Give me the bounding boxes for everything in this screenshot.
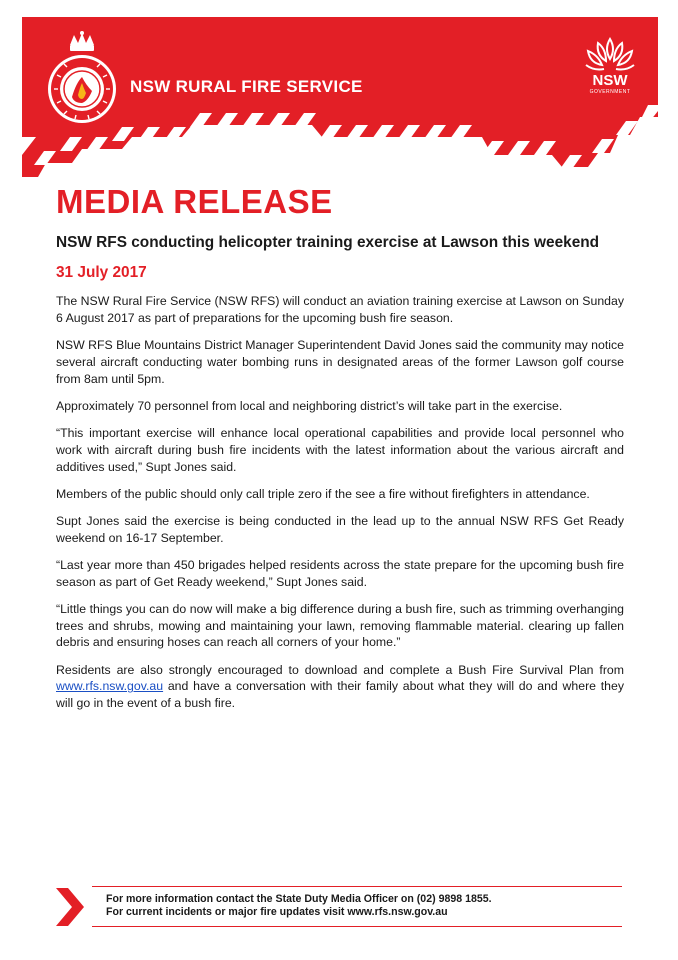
paragraph-text: Residents are also strongly encouraged to download and complete a Bush Fire Survival Plan from	[56, 662, 624, 677]
paragraph-text: and have a conversation with their family about what they will do and where they will go in the event of a bush fire.	[56, 679, 624, 711]
footer-media-contact: For more information contact the State Duty Media Officer on (02) 9898 1855.	[106, 893, 492, 905]
paragraph: “Little things you can do now will make a big difference during a bush fire, such as trimming overhanging trees and shrubs, mowing and maintaining your lawn, removing flammable material. clearing up fallen debris and ensuring hoses can reach all corners of your home.”	[56, 601, 624, 650]
footer-divider-bottom	[92, 926, 622, 927]
paragraph: NSW RFS Blue Mountains District Manager Superintendent David Jones said the community may notice several aircraft conducting water bombing runs in designated areas of the former Lawson golf course from 8am until 5pm.	[56, 337, 624, 386]
rfs-website-link[interactable]: www.rfs.nsw.gov.au	[56, 679, 164, 694]
nsw-logo-subtext: GOVERNMENT	[589, 89, 631, 95]
header-banner	[22, 17, 658, 177]
release-headline: NSW RFS conducting helicopter training exercise at Lawson this weekend	[56, 234, 600, 251]
organisation-name: NSW RURAL FIRE SERVICE	[130, 77, 363, 96]
paragraph: “This important exercise will enhance local operational capabilities and provide local personnel who work with aircraft during bush fire incidents with the latest information about the various aircraft and additives used,” Supt Jones said.	[56, 425, 624, 474]
chevron-right-icon	[56, 888, 86, 926]
paragraph: “Last year more than 450 brigades helped residents across the state prepare for the upcoming bush fire season as part of Get Ready weekend,” Supt Jones said.	[56, 557, 624, 589]
paragraph: Supt Jones said the exercise is being conducted in the lead up to the annual NSW RFS Get Ready weekend on 16-17 September.	[56, 513, 624, 545]
footer-contact	[106, 893, 606, 919]
paragraph: Members of the public should only call triple zero if the see a fire without firefighters in attendance.	[56, 486, 590, 501]
nsw-logo-word: NSW	[592, 72, 628, 89]
release-date: 31 July 2017	[56, 264, 147, 281]
footer-incidents-info: For current incidents or major fire updates visit www.rfs.nsw.gov.au	[106, 906, 448, 918]
release-body	[56, 293, 624, 722]
paragraph: The NSW Rural Fire Service (NSW RFS) will conduct an aviation training exercise at Lawson on Sunday 6 August 2017 as part of preparations for the upcoming bush fire season.	[56, 294, 624, 325]
footer-divider-top	[92, 886, 622, 887]
rfs-crest-logo	[46, 31, 118, 129]
paragraph-with-link	[56, 662, 624, 712]
document-type-heading: MEDIA RELEASE	[56, 183, 333, 220]
paragraph: Approximately 70 personnel from local and neighboring district’s will take part in the exercise.	[56, 398, 563, 413]
